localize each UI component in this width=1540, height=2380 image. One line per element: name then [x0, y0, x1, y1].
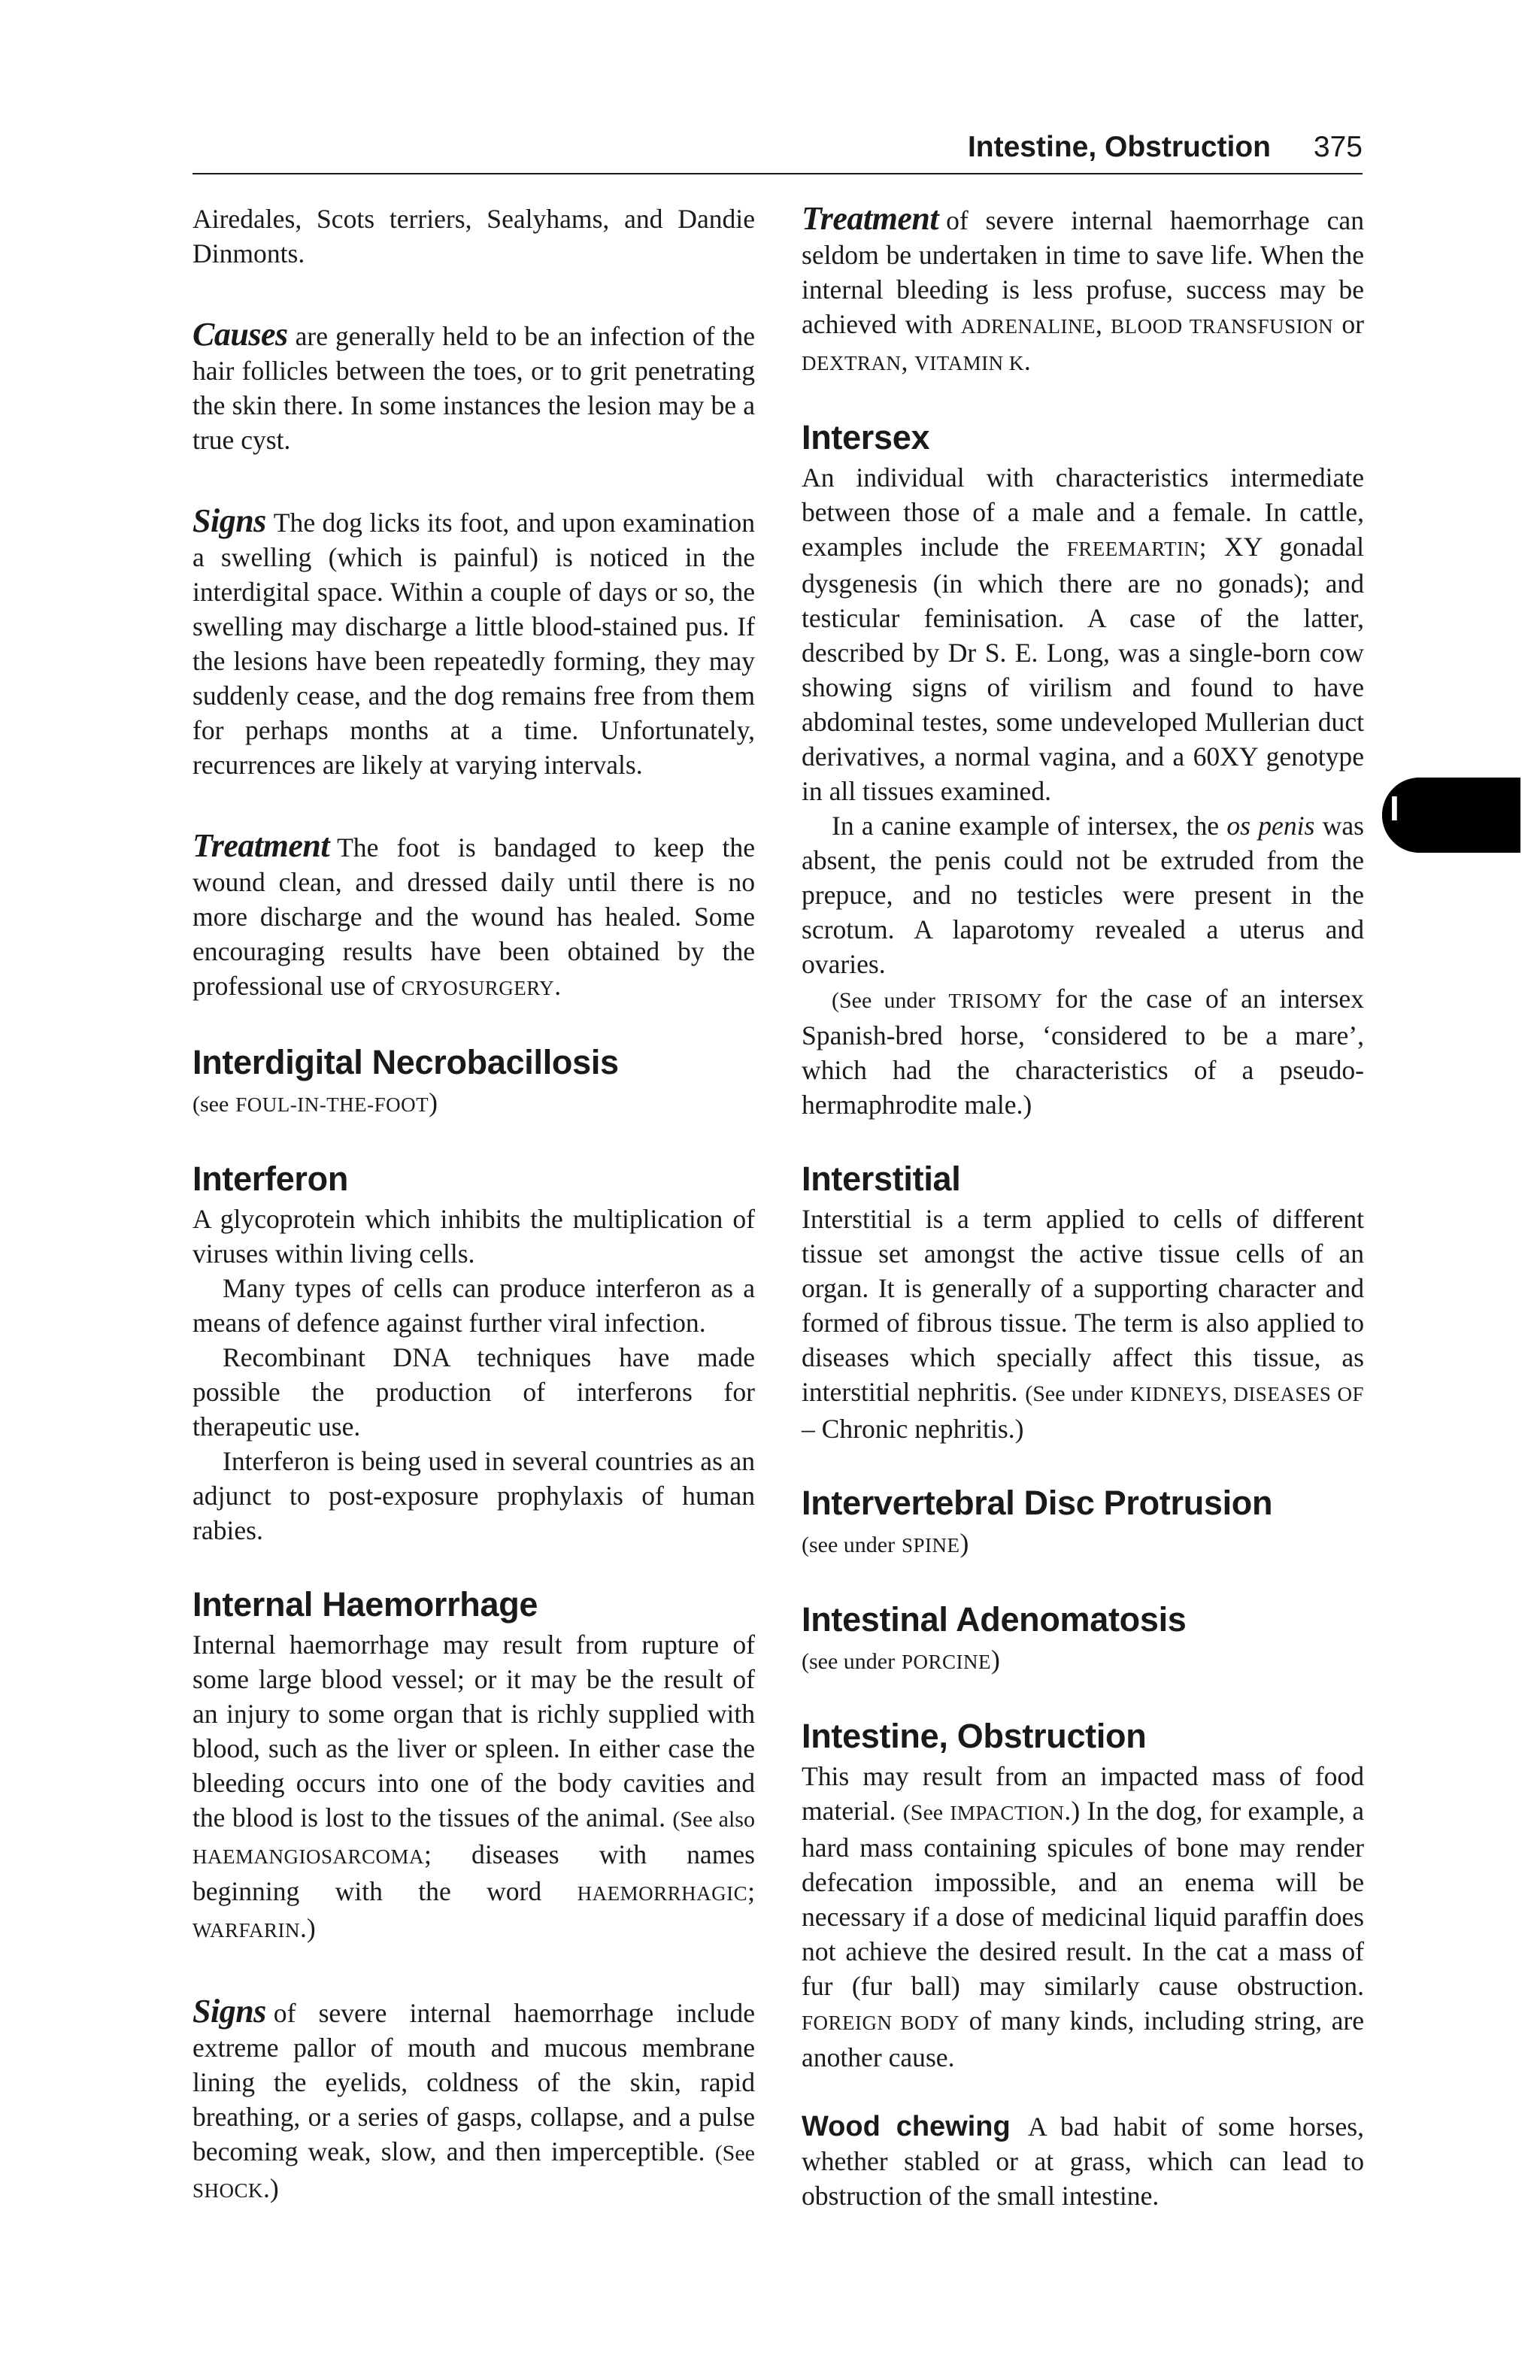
- cross-reference: FOREIGN BODY: [802, 2012, 959, 2034]
- body-text: ; XY gonadal dysgenesis (in which there are no gonads); and testicular feminisation. A case of the latter, described by Dr S. E. Long, was a single-born cow showing signs of virilism and found to have abdominal testes, some undeveloped Mullerian duct derivatives, a normal vagina, and a 60XY genotype in all tissues examined.: [802, 532, 1364, 806]
- thumb-tab-shape: [1382, 778, 1520, 853]
- punctuation: ): [991, 1645, 1000, 1675]
- see-reference: [802, 1642, 1364, 1679]
- see-text: (See: [714, 2141, 755, 2166]
- see-text: (See: [902, 1800, 944, 1825]
- wood-chewing-paragraph: [802, 2109, 1364, 2213]
- causes-text: are generally held to be an infection of the hair follicles between the toes, or to grit penetrating the skin there. In some instances the lesion may be a true cyst.: [192, 321, 755, 455]
- body-paragraph: Many types of cells can produce interferon as a means of defence against further viral infection.: [192, 1273, 755, 1338]
- body-text: – Chronic nephritis.): [802, 1414, 1024, 1444]
- left-column: [192, 202, 755, 2208]
- cross-reference: WARFARIN: [192, 1919, 301, 1942]
- entry-heading: Intestinal Adenomatosis: [802, 1600, 1187, 1639]
- causes-paragraph: [192, 317, 755, 457]
- body-text: An individual with characteristics intermediate between those of a male and a female. In cattle, examples include the: [802, 462, 1364, 562]
- body-text: or: [1341, 309, 1364, 339]
- punctuation: ): [959, 1528, 969, 1558]
- cross-reference: VITAMIN K: [914, 352, 1024, 374]
- wood-chewing-runin-head: Wood chewing: [802, 2111, 1011, 2142]
- see-reference: [802, 1526, 1364, 1563]
- cross-reference: ADRENALINE: [961, 315, 1096, 338]
- body-text: In a canine example of intersex, the: [832, 811, 1220, 841]
- cross-reference: HAEMANGIOSARCOMA: [192, 1845, 425, 1868]
- right-column: [802, 202, 1364, 2213]
- running-head-title: Intestine, Obstruction: [967, 131, 1271, 163]
- see-reference: [192, 1085, 755, 1122]
- entry-heading: Internal Haemorrhage: [192, 1585, 538, 1624]
- body-text: Interstitial is a term applied to cells of different tissue set amongst the active tissue cells of an organ. It is generally of a supporting character and formed of fibrous tissue. The term is also applied to diseases which specially affect this tissue, as interstitial nephritis.: [802, 1204, 1364, 1407]
- treatment-runin-head: Treatment: [802, 200, 939, 237]
- body-paragraph: [802, 460, 1364, 808]
- cross-reference: SHOCK: [192, 2179, 264, 2202]
- punctuation: ): [429, 1087, 438, 1117]
- punctuation: ,: [901, 346, 908, 376]
- running-head: [192, 126, 1363, 174]
- italic-term: os penis: [1226, 811, 1315, 841]
- body-paragraph: [802, 808, 1364, 981]
- entry-heading: Intestine, Obstruction: [802, 1717, 1147, 1755]
- punctuation: .: [554, 971, 562, 1001]
- see-text: (See under: [832, 988, 935, 1013]
- cross-reference: HAEMORRHAGIC: [577, 1882, 748, 1905]
- body-paragraph: [192, 1627, 755, 1948]
- body-text: for the case of an intersex Spanish-bred horse, ‘considered to be a mare’, which had the characteristics of a pseudo-hermaphrodite male.): [802, 984, 1364, 1120]
- body-text: of many kinds, including string, are another cause.: [802, 2006, 1364, 2072]
- body-paragraph: [802, 1202, 1364, 1446]
- body-paragraph: [802, 981, 1364, 1122]
- body-text: of severe internal haemorrhage can seldom be undertaken in time to save life. When the internal bleeding is less profuse, success may be achieved with: [802, 205, 1364, 339]
- thumb-tab-letter: I: [1390, 789, 1399, 828]
- signs-text: The dog licks its foot, and upon examination a swelling (which is painful) is noticed in the interdigital space. Within a couple of days or so, the swelling may discharge a little blood-stained pus. If the lesions have been repeatedly forming, they may suddenly cease, and the dog remains free from them for perhaps months at a time. Unfortunately, recurrences are likely at varying intervals.: [192, 508, 755, 780]
- cross-reference: IMPACTION: [950, 1802, 1065, 1824]
- cross-reference: KIDNEYS, DISEASES OF: [1129, 1383, 1364, 1405]
- see-text: (See also: [672, 1807, 755, 1832]
- body-text: ; diseases with names beginning with the word: [192, 1839, 755, 1906]
- cross-reference: TRISOMY: [948, 990, 1043, 1012]
- signs-paragraph: [192, 504, 755, 782]
- body-text: Internal haemorrhage may result from rupture of some large blood vessel; or it may be the result of an injury to some organ that is richly supplied with blood, such as the liver or spleen. In either case the bleeding occurs into one of the body cavities and the blood is lost to the tissues of the animal.: [192, 1630, 755, 1833]
- cross-reference: SPINE: [902, 1534, 960, 1557]
- treatment-paragraph: [192, 829, 755, 1005]
- cross-reference: PORCINE: [902, 1651, 992, 1673]
- entry-heading: Interferon: [192, 1160, 349, 1198]
- causes-runin-head: Causes: [192, 316, 288, 353]
- cross-reference: FREEMARTIN: [1066, 538, 1199, 560]
- see-text: (see: [192, 1092, 229, 1117]
- body-text: This may result from an impacted mass of food material.: [802, 1761, 1364, 1826]
- thumb-index-tab: [1382, 778, 1520, 853]
- entry-heading: Intersex: [802, 418, 930, 456]
- body-text: was absent, the penis could not be extruded from the prepuce, and no testicles were present in the scrotum. A laparotomy revealed a uterus and ovaries.: [802, 811, 1364, 979]
- continued-paragraph: Airedales, Scots terriers, Sealyhams, and Dandie Dinmonts.: [192, 204, 755, 268]
- body-text: A bad habit of some horses, whether stabled or at grass, which can lead to obstruction of the small intestine.: [802, 2112, 1364, 2211]
- cross-reference: CRYOSURGERY: [401, 977, 555, 999]
- punctuation: .): [300, 1913, 316, 1943]
- entry-heading: Interdigital Necrobacillosis: [192, 1043, 619, 1081]
- treatment-runin-head: Treatment: [192, 827, 330, 864]
- punctuation: ;: [747, 1876, 755, 1906]
- body-paragraph: Recombinant DNA techniques have made possible the production of interferons for therapeutic use.: [192, 1342, 755, 1442]
- cross-reference: DEXTRAN: [802, 352, 902, 374]
- signs-paragraph: [192, 1994, 755, 2208]
- body-text: of severe internal haemorrhage include extreme pallor of mouth and mucous membrane lining the eyelids, coldness of the skin, rapid breathing, or a series of gasps, collapse, and a pulse becoming weak, slow, and then imperceptible.: [192, 1998, 755, 2166]
- treatment-text: The foot is bandaged to keep the wound clean, and dressed daily until there is no more discharge and the wound has healed. Some encouraging results have been obtained by the professional use of: [192, 832, 755, 1001]
- punctuation: .: [1023, 346, 1031, 376]
- signs-runin-head: Signs: [192, 1993, 266, 2030]
- entry-heading: Interstitial: [802, 1160, 961, 1198]
- page-number: 375: [1313, 131, 1363, 163]
- punctuation: .): [263, 2173, 279, 2203]
- entry-heading: Intervertebral Disc Protrusion: [802, 1484, 1273, 1522]
- punctuation: ,: [1096, 309, 1102, 339]
- cross-reference: FOUL-IN-THE-FOOT: [235, 1093, 429, 1116]
- body-paragraph: [802, 1759, 1364, 2075]
- see-text: (See under: [1025, 1381, 1123, 1406]
- treatment-paragraph: [802, 202, 1364, 380]
- body-paragraph: Interferon is being used in several countries as an adjunct to post-exposure prophylaxis of human rabies.: [192, 1446, 755, 1545]
- body-paragraph: A glycoprotein which inhibits the multiplication of viruses within living cells.: [192, 1204, 755, 1269]
- cross-reference: BLOOD TRANSFUSION: [1111, 315, 1334, 338]
- body-text: .) In the dog, for example, a hard mass containing spicules of bone may render defecation impossible, and an enema will be necessary if a dose of medicinal liquid paraffin does not achieve the desired result. In the cat a mass of fur (fur ball) may similarly cause obstruction.: [802, 1796, 1365, 2001]
- see-text: (see under: [802, 1533, 896, 1557]
- signs-runin-head: Signs: [192, 502, 266, 539]
- see-text: (see under: [802, 1649, 896, 1674]
